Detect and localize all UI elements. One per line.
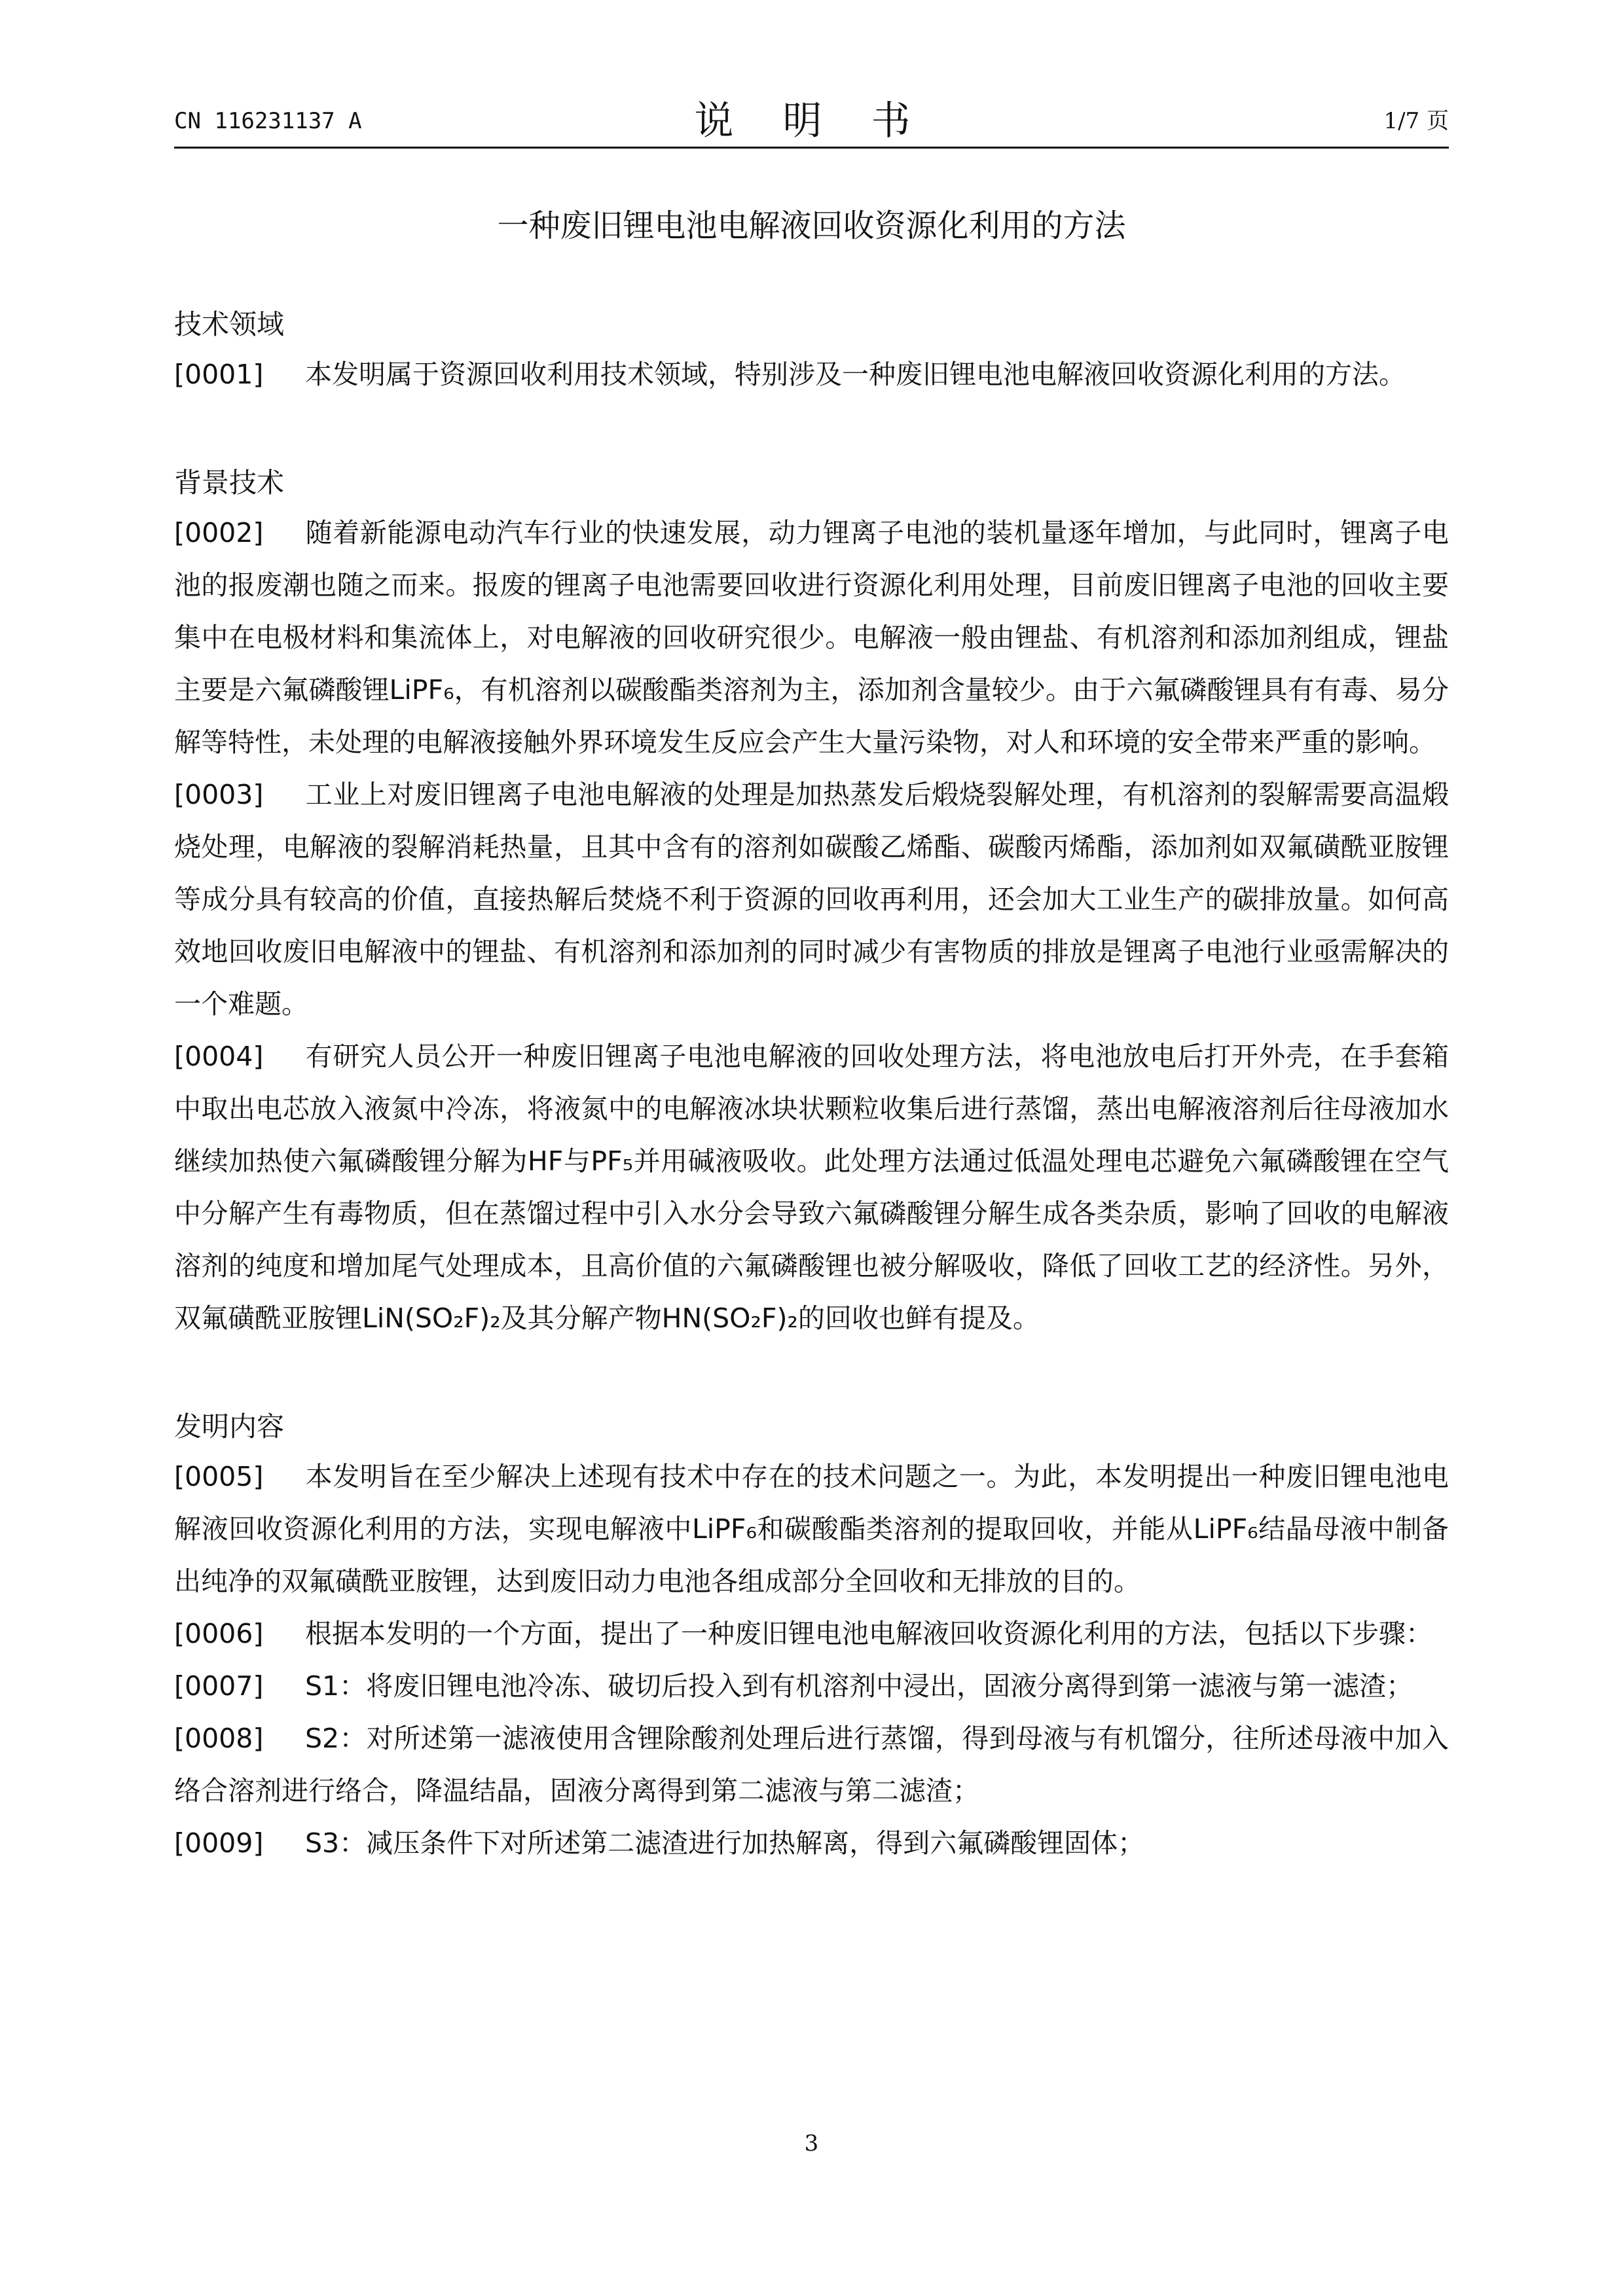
paragraph [174,1450,1449,1607]
paragraph-text: 本发明属于资源回收利用技术领域，特别涉及一种废旧锂电池电解液回收资源化利用的方法。 [305,359,1406,390]
paragraph [174,1607,1449,1660]
paragraph-number: [0006] [174,1618,264,1649]
paragraph [174,768,1449,1030]
paragraph-text: 工业上对废旧锂离子电池电解液的处理是加热蒸发后煅烧裂解处理，有机溶剂的裂解需要高温煅烧处理，电解液的裂解消耗热量，且其中含有的溶剂如碳酸乙烯酯、碳酸丙烯酯，添加剂如双氟磺酰亚胺锂等成分具有较高的价值，直接热解后焚烧不利于资源的回收再利用，还会加大工业生产的碳排放量。如何高效地回收废旧电解液中的锂盐、有机溶剂和添加剂的同时减少有害物质的排放是锂离子电池行业亟需解决的一个难题。 [174,779,1449,1020]
document-type: 说 明 书 [694,98,929,144]
section-heading: 技术领域 [174,308,285,340]
paragraph [174,1817,1449,1869]
paragraph-text: S3：减压条件下对所述第二滤渣进行加热解离，得到六氟磷酸锂固体； [305,1827,1145,1859]
paragraph-number: [0001] [174,359,264,390]
paragraph [174,1712,1449,1817]
section-heading: 背景技术 [174,467,285,499]
paragraph-text: 根据本发明的一个方面，提出了一种废旧锂电池电解液回收资源化利用的方法，包括以下步骤： [305,1618,1432,1649]
page-number: 3 [804,2130,819,2157]
paragraph-text: S2：对所述第一滤液使用含锂除酸剂处理后进行蒸馏，得到母液与有机馏分，往所述母液中加入络合溶剂进行络合，降温结晶，固液分离得到第二滤液与第二滤渣； [174,1723,1449,1806]
paragraph-number: [0003] [174,779,264,810]
paragraph-number: [0005] [174,1461,264,1492]
paragraph [174,1030,1449,1344]
document-title: 一种废旧锂电池电解液回收资源化利用的方法 [497,207,1126,244]
paragraph-number: [0002] [174,517,264,548]
document-body [174,301,1449,1869]
paragraph-text: 有研究人员公开一种废旧锂离子电池电解液的回收处理方法，将电池放电后打开外壳，在手套箱中取出电芯放入液氮中冷冻，将液氮中的电解液冰块状颗粒收集后进行蒸馏，蒸出电解液溶剂后往母液加水继续加热使六氟磷酸锂分解为HF与PF₅并用碱液吸收。此处理方法通过低温处理电芯避免六氟磷酸锂在空气中分解产生有毒物质，但在蒸馏过程中引入水分会导致六氟磷酸锂分解生成各类杂质，影响了回收的电解液溶剂的纯度和增加尾气处理成本，且高价值的六氟磷酸锂也被分解吸收，降低了回收工艺的经济性。另外，双氟磺酰亚胺锂LiN(SO₂F)₂及其分解产物HN(SO₂F)₂的回收也鲜有提及。 [174,1041,1449,1334]
page-indicator: 1/7 页 [1383,108,1449,134]
paragraph [174,348,1449,401]
patent-number: CN 116231137 A [174,108,362,134]
paragraph-number: [0008] [174,1723,264,1754]
paragraph-number: [0007] [174,1670,264,1702]
paragraph-number: [0009] [174,1827,264,1859]
paragraph-text: 随着新能源电动汽车行业的快速发展，动力锂离子电池的装机量逐年增加，与此同时，锂离子电池的报废潮也随之而来。报废的锂离子电池需要回收进行资源化利用处理，目前废旧锂离子电池的回收主要集中在电极材料和集流体上，对电解液的回收研究很少。电解液一般由锂盐、有机溶剂和添加剂组成，锂盐主要是六氟磷酸锂LiPF₆，有机溶剂以碳酸酯类溶剂为主，添加剂含量较少。由于六氟磷酸锂具有有毒、易分解等特性，未处理的电解液接触外界环境发生反应会产生大量污染物，对人和环境的安全带来严重的影响。 [174,517,1449,758]
paragraph [174,507,1449,768]
paragraph-text: 本发明旨在至少解决上述现有技术中存在的技术问题之一。为此，本发明提出一种废旧锂电池电解液回收资源化利用的方法，实现电解液中LiPF₆和碳酸酯类溶剂的提取回收，并能从LiPF₆结晶母液中制备出纯净的双氟磺酰亚胺锂，达到废旧动力电池各组成部分全回收和无排放的目的。 [174,1461,1449,1597]
section-heading: 发明内容 [174,1410,285,1443]
paragraph [174,1660,1449,1712]
header-rule [174,147,1449,149]
paragraph-text: S1：将废旧锂电池冷冻、破切后投入到有机溶剂中浸出，固液分离得到第一滤液与第一滤渣； [305,1670,1413,1702]
paragraph-number: [0004] [174,1041,264,1072]
